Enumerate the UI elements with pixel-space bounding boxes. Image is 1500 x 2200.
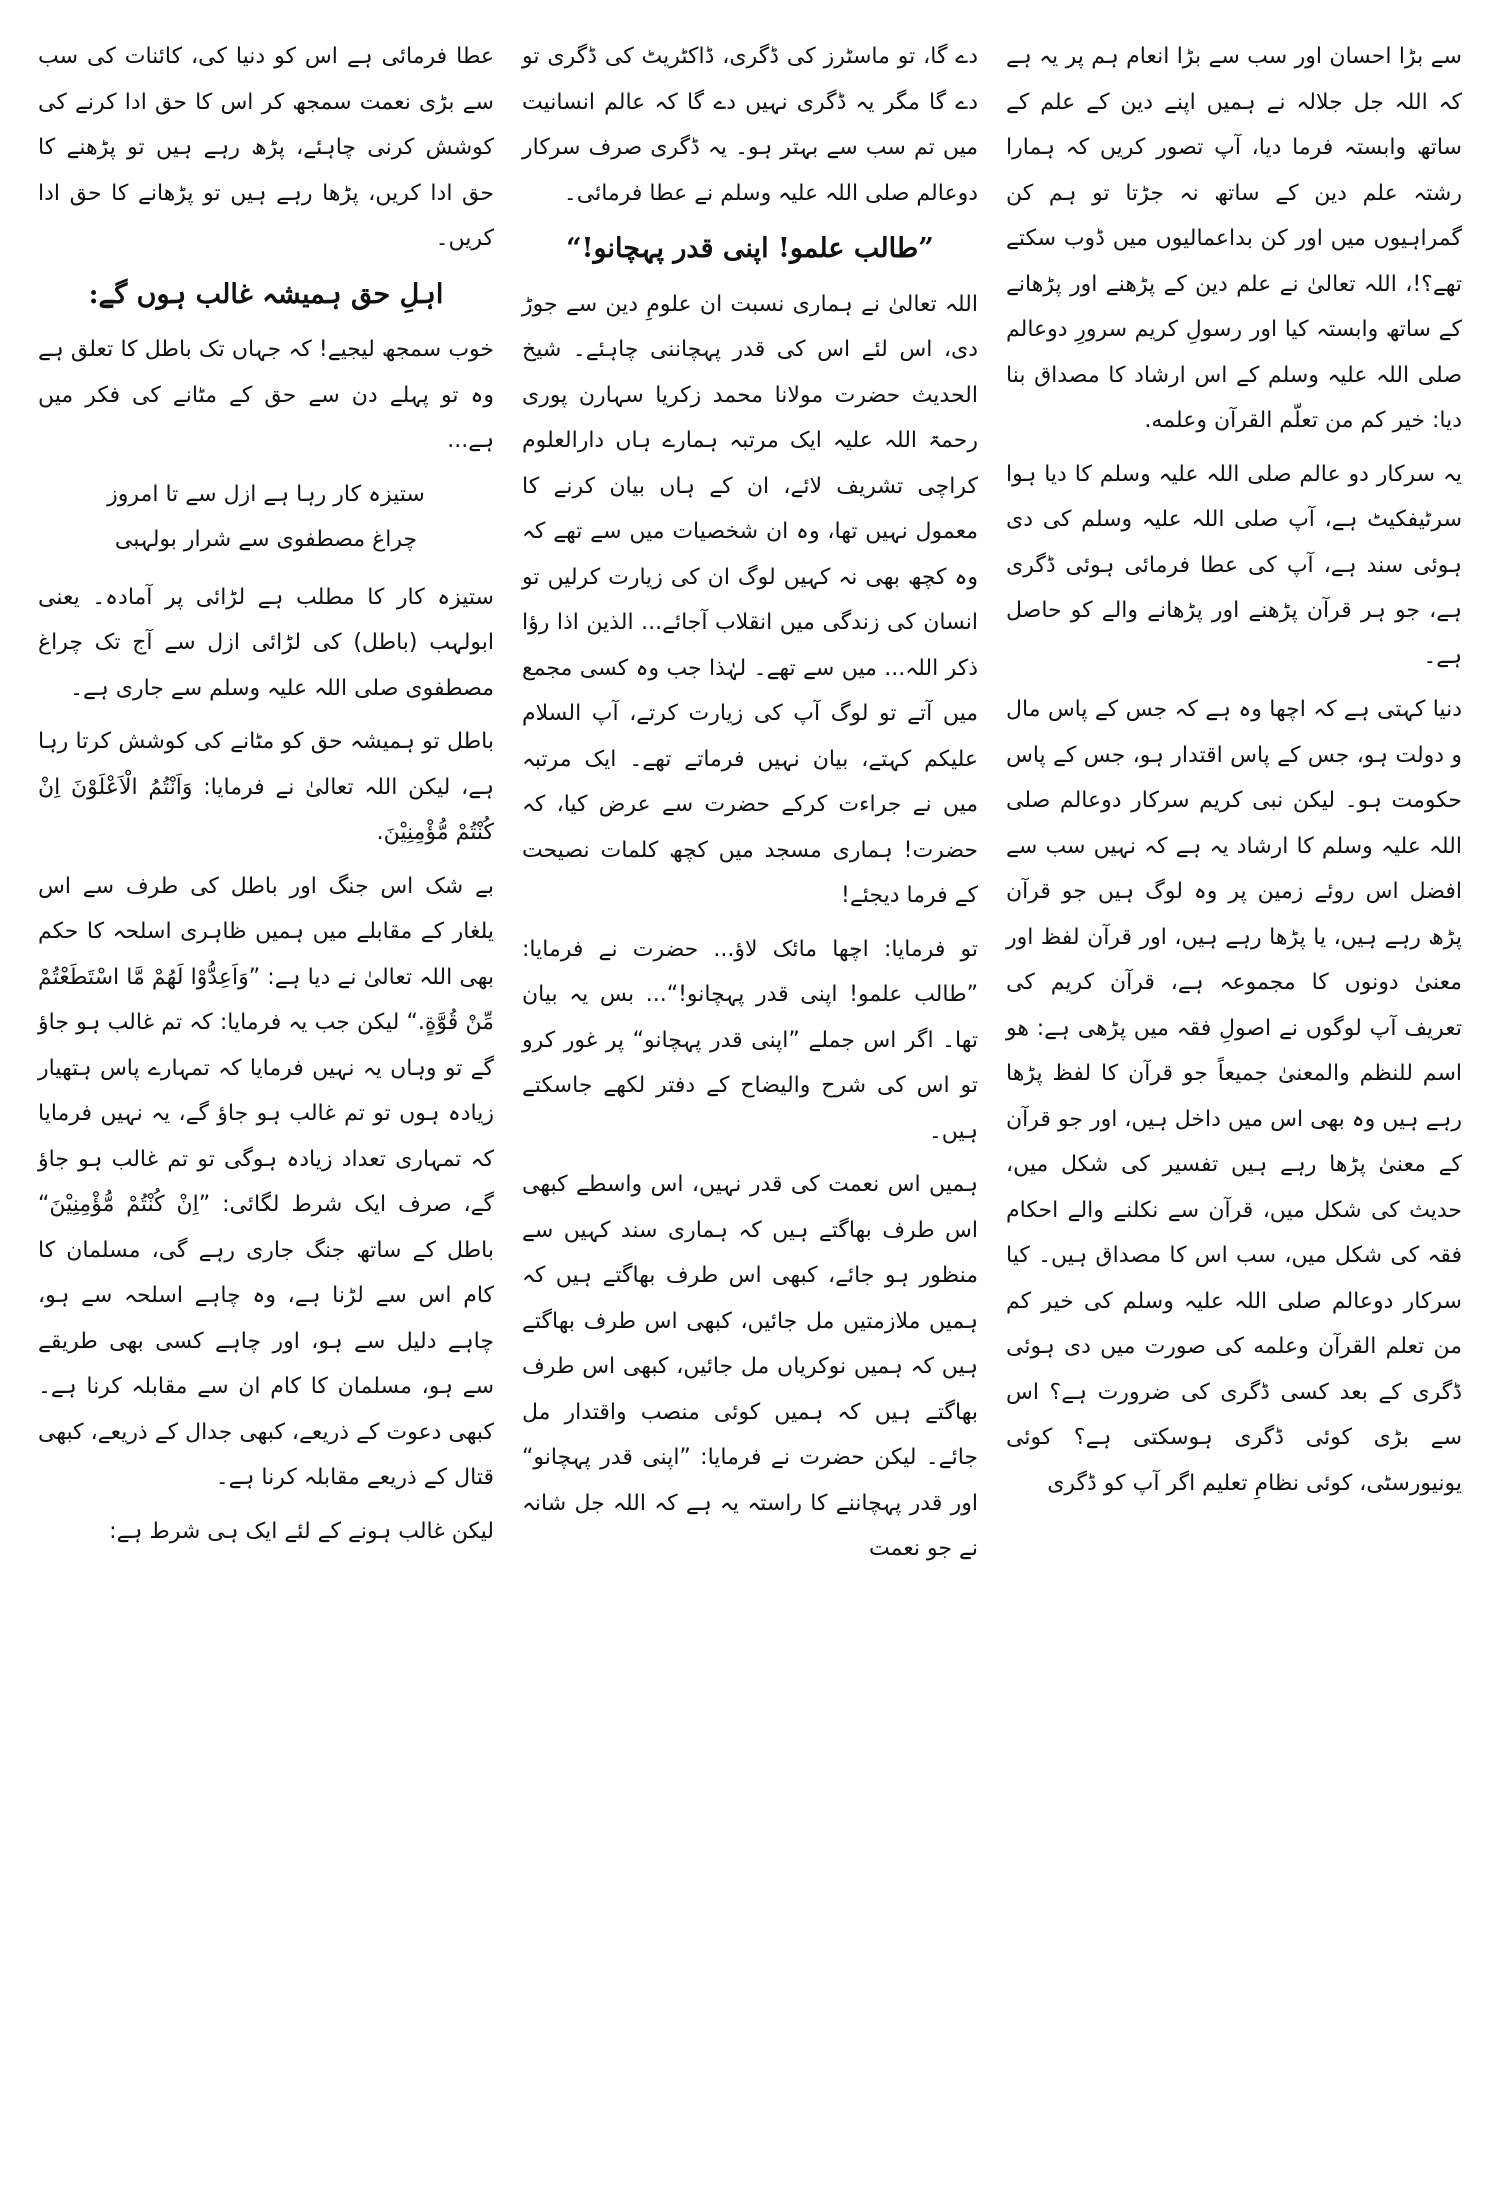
- paragraph: سے بڑا احسان اور سب سے بڑا انعام ہم پر یہ ہے کہ اللہ جل جلالہ نے ہمیں اپنے دین کے علم کے ساتھ وابستہ فرما دیا، آپ تصور کریں کہ ہمارا رشتہ علم دین کے ساتھ نہ جڑتا تو ہم کن گمراہیوں میں اور کن بداعمالیوں میں ڈوب سکتے تھے؟!، اللہ تعالیٰ نے علم دین کے پڑھنے اور پڑھانے کے ساتھ وابستہ کیا اور رسولِ کریم سرورِ دوعالم صلی اللہ علیہ وسلم کے اس ارشاد کا مصداق بنا دیا: خیر کم من تعلّم القرآن وعلمه.: [1006, 44, 1462, 433]
- paragraph: بے شک اس جنگ اور باطل کی طرف سے اس یلغار کے مقابلے میں ہمیں ظاہری اسلحہ کا حکم بھی اللہ تعالیٰ نے دیا ہے: ”وَاَعِدُّوْا لَهُمْ مَّا اسْتَطَعْتُمْ مِّنْ قُوَّةٍ.“ لیکن جب یہ فرمایا: کہ تم غالب ہو جاؤ گے تو وہاں یہ نہیں فرمایا کہ تمہارے پاس ہتھیار زیادہ ہوں تو تم غالب ہو جاؤ گے، یہ نہیں فرمایا کہ تمہاری تعداد زیادہ ہوگی تو تم غالب ہو جاؤ گے، صرف ایک شرط لگائی: ”اِنْ کُنْتُمْ مُّؤْمِنِیْنَ“ باطل کے ساتھ جنگ جاری رہے گی، مسلمان کا کام اس سے لڑنا ہے، وہ چاہے اسلحہ سے ہو، چاہے دلیل سے ہو، اور چاہے کسی بھی طریقے سے ہو، مسلمان کا کام ان سے مقابلہ کرنا ہے۔ کبھی دعوت کے ذریعے، کبھی جدال کے ذریعے، کبھی قتال کے ذریعے مقابلہ کرنا ہے۔: [38, 873, 494, 1490]
- section-heading: ”طالب علمو! اپنی قدر پہچانو!“: [566, 233, 934, 264]
- poetry-verse-line: چراغ مصطفوی سے شرار بولہبی: [114, 527, 418, 552]
- paragraph: تو فرمایا: اچھا مائک لاؤ... حضرت نے فرمایا: ”طالب علمو! اپنی قدر پہچانو!“... بس یہ بیان تھا۔ اگر اس جملے ”اپنی قدر پہچانو“ پر غور کرو تو اس کی شرح والیضاح کے دفتر لکھے جاسکتے ہیں۔: [522, 936, 978, 1144]
- paragraph: یہ سرکار دو عالم صلی اللہ علیہ وسلم کا دیا ہوا سرٹیفکیٹ ہے، آپ صلی اللہ علیہ وسلم کی دی ہوئی سند ہے، آپ کی عطا فرمائی ہوئی ڈگری ہے، جو ہر قرآن پڑھنے اور پڑھانے والے کو حاصل ہے۔: [1006, 461, 1462, 669]
- column-right: [992, 34, 1476, 2180]
- paragraph: ہمیں اس نعمت کی قدر نہیں، اس واسطے کبھی اس طرف بھاگتے ہیں کہ ہماری سند کہیں سے منظور ہو جائے، کبھی اس طرف بھاگتے ہیں کہ ہمیں ملازمتیں مل جائیں، کبھی اس طرف بھاگتے ہیں کہ ہمیں نوکریاں مل جائیں، کبھی اس طرف بھاگتے ہیں کہ ہمیں کوئی منصب واقتدار مل جائے۔ لیکن حضرت نے فرمایا: ”اپنی قدر پہچانو“ اور قدر پہچاننے کا راستہ یہ ہے کہ اللہ جل شانہ نے جو نعمت: [522, 1172, 978, 1561]
- column-middle: [508, 34, 992, 2180]
- paragraph: باطل تو ہمیشہ حق کو مٹانے کی کوشش کرتا رہا ہے، لیکن اللہ تعالیٰ نے فرمایا: وَاَنْتُمُ الْاَعْلَوْنَ اِنْ کُنْتُمْ مُّؤْمِنِیْنَ.: [38, 729, 494, 845]
- poetry-verse-line: ستیزہ کار رہا ہے ازل سے تا امروز: [107, 481, 425, 507]
- paragraph: اللہ تعالیٰ نے ہماری نسبت ان علومِ دین سے جوڑ دی، اس لئے اس کی قدر پہچاننی چاہئے۔ شیخ الحدیث حضرت مولانا محمد زکریا سہارن پوری رحمۃ اللہ علیہ ایک مرتبہ ہمارے ہاں دارالعلوم کراچی تشریف لائے، ان کے ہاں بیان کرنے کا معمول نہیں تھا، وہ ان شخصیات میں سے تھے کہ وہ کچھ بھی نہ کہیں لوگ ان کی زیارت کرلیں تو انسان کی زندگی میں انقلاب آجائے... الذین اذا رؤا ذکر اللہ... میں سے تھے۔ لہٰذا جب وہ کسی مجمع میں آتے تو لوگ آپ کی زیارت کرتے، آپ السلام علیکم کہتے، بیان نہیں فرماتے تھے۔ ایک مرتبہ میں نے جراءت کرکے حضرت سے عرض کیا، کہ حضرت! ہماری مسجد میں کچھ کلمات نصیحت کے فرما دیجئے!: [522, 291, 978, 908]
- paragraph: خوب سمجھ لیجیے! کہ جہاں تک باطل کا تعلق ہے وہ تو پہلے دن سے حق کے مٹانے کی فکر میں ہے...: [38, 337, 494, 453]
- paragraph: دے گا، تو ماسٹرز کی ڈگری، ڈاکٹریٹ کی ڈگری تو دے گا مگر یہ ڈگری نہیں دے گا کہ عالم انسانیت میں تم سب سے بہتر ہو۔ یہ ڈگری صرف سرکار دوعالم صلی اللہ علیہ وسلم نے عطا فرمائی۔: [522, 44, 978, 206]
- paragraph: لیکن غالب ہونے کے لئے ایک ہی شرط ہے:: [109, 1518, 494, 1544]
- section-heading: اہلِ حق ہمیشہ غالب ہوں گے:: [88, 278, 444, 310]
- column-left: [24, 34, 508, 2180]
- paragraph: ستیزہ کار کا مطلب ہے لڑائی پر آمادہ۔ یعنی ابولہب (باطل) کی لڑائی ازل سے آج تک چراغ مصطفوی صلی اللہ علیہ وسلم سے جاری ہے۔: [38, 584, 494, 701]
- paragraph: دنیا کہتی ہے کہ اچھا وہ ہے کہ جس کے پاس مال و دولت ہو، جس کے پاس اقتدار ہو، جس کے پاس حکومت ہو۔ لیکن نبی کریم سرکار دوعالم صلی اللہ علیہ وسلم کا ارشاد یہ ہے کہ نہیں سب سے افضل اس روئے زمین پر وہ لوگ ہیں جو قرآن پڑھ رہے ہیں، یا پڑھا رہے ہیں، اور قرآن لفظ اور معنیٰ دونوں کا مجموعہ ہے، قرآن کریم کی تعریف آپ لوگوں نے اصولِ فقہ میں پڑھی ہے: ھو اسم للنظم والمعنیٰ جمیعاً جو قرآن کا لفظ پڑھا رہے ہیں وہ بھی اس میں داخل ہیں، اور جو قرآن کے معنیٰ پڑھا رہے ہیں تفسیر کی شکل میں، حدیث کی شکل میں، قرآن سے نکلنے والے احکام فقہ کی شکل میں، سب اس کا مصداق ہیں۔ کیا سرکار دوعالم صلی اللہ علیہ وسلم کی خیر کم من تعلم القرآن وعلمه کی صورت میں دی ہوئی ڈگری کے بعد کسی ڈگری کی ضرورت ہے؟ اس سے بڑی کوئی ڈگری ہوسکتی ہے؟ کوئی یونیورسٹی، کوئی نظامِ تعلیم اگر آپ کو ڈگری: [1006, 697, 1462, 1496]
- paragraph: عطا فرمائی ہے اس کو دنیا کی، کائنات کی سب سے بڑی نعمت سمجھ کر اس کا حق ادا کرنے کی کوشش کرنی چاہئے، پڑھ رہے ہیں تو پڑھنے کا حق ادا کریں، پڑھا رہے ہیں تو پڑھانے کا حق ادا کریں۔: [38, 44, 494, 251]
